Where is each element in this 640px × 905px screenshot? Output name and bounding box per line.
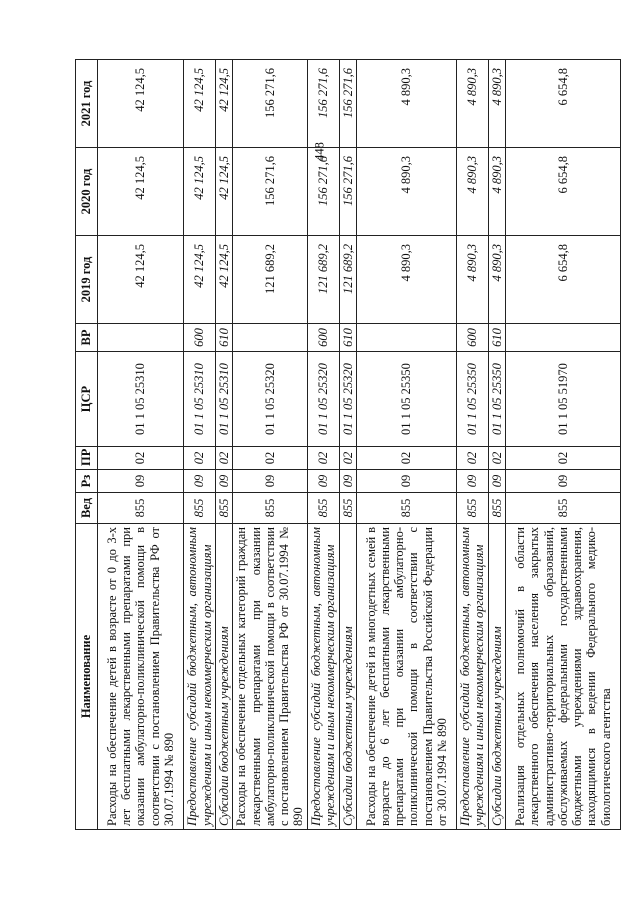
cell-rz: 09 — [184, 470, 216, 493]
cell-name: Субсидии бюджетным учреждениям — [339, 524, 356, 830]
cell-2020: 42 124,5 — [98, 148, 184, 236]
cell-name: Субсидии бюджетным учреждениям — [216, 524, 233, 830]
cell-ved: 855 — [233, 493, 307, 524]
cell-2019: 121 689,2 — [307, 236, 339, 324]
cell-2021: 42 124,5 — [216, 60, 233, 148]
cell-2020: 156 271,6 — [339, 148, 356, 236]
cell-rz: 09 — [98, 470, 184, 493]
cell-csr: 01 1 05 25320 — [339, 352, 356, 447]
cell-name: Субсидии бюджетным учреждениям — [488, 524, 505, 830]
cell-vr — [356, 324, 456, 352]
table-row — [307, 60, 339, 830]
cell-rz: 09 — [356, 470, 456, 493]
cell-pr: 02 — [339, 447, 356, 470]
cell-name: Предоставление субсидий бюджетным, автономным учреждениям и иным некоммерческим организациям — [456, 524, 488, 830]
header-pr: ПР — [76, 447, 98, 470]
cell-ved: 855 — [488, 493, 505, 524]
cell-name: Расходы на обеспечение отдельных категорий граждан лекарственными препаратами при оказании амбулаторно-поликлинической помощи в соответствии с постановлением Правительства РФ от 30.07.1994 № 890 — [233, 524, 307, 830]
cell-vr: 600 — [307, 324, 339, 352]
cell-2019: 42 124,5 — [98, 236, 184, 324]
cell-2020: 4 890,3 — [356, 148, 456, 236]
cell-2020: 6 654,8 — [506, 148, 621, 236]
table-row — [488, 60, 505, 830]
cell-2019: 4 890,3 — [488, 236, 505, 324]
cell-rz: 09 — [506, 470, 621, 493]
cell-vr: 610 — [216, 324, 233, 352]
cell-ved: 855 — [184, 493, 216, 524]
header-2021: 2021 год — [76, 60, 98, 148]
cell-2019: 4 890,3 — [356, 236, 456, 324]
cell-ved: 855 — [307, 493, 339, 524]
cell-vr — [98, 324, 184, 352]
cell-csr: 01 1 05 25310 — [98, 352, 184, 447]
cell-vr — [506, 324, 621, 352]
cell-pr: 02 — [184, 447, 216, 470]
cell-rz: 09 — [307, 470, 339, 493]
cell-2021: 156 271,6 — [339, 60, 356, 148]
cell-csr: 01 1 05 25350 — [488, 352, 505, 447]
cell-pr: 02 — [488, 447, 505, 470]
cell-rz: 09 — [233, 470, 307, 493]
cell-pr: 02 — [456, 447, 488, 470]
cell-2019: 4 890,3 — [456, 236, 488, 324]
cell-csr: 01 1 05 25320 — [233, 352, 307, 447]
header-rz: Рз — [76, 470, 98, 493]
table-header-row — [76, 60, 98, 830]
cell-pr: 02 — [356, 447, 456, 470]
header-ved: Вед — [76, 493, 98, 524]
header-2020: 2020 год — [76, 148, 98, 236]
header-vr: ВР — [76, 324, 98, 352]
table-row — [356, 60, 456, 830]
cell-vr: 610 — [339, 324, 356, 352]
cell-pr: 02 — [506, 447, 621, 470]
cell-2020: 156 271,6 — [233, 148, 307, 236]
table-row — [506, 60, 621, 830]
cell-pr: 02 — [233, 447, 307, 470]
header-csr: ЦСР — [76, 352, 98, 447]
cell-name: Реализация отдельных полномочий в области лекарственного обеспечения населения закрытых административно-территориальных образований, обслуживаемых федеральными государственными бюджетными учреждениями здравоохранения, находящимися в ведении Федерального медико-биологического агентства — [506, 524, 621, 830]
page-number: 448 — [312, 142, 327, 161]
table-row — [184, 60, 216, 830]
cell-vr — [233, 324, 307, 352]
budget-table — [75, 59, 621, 830]
cell-csr: 01 1 05 25350 — [456, 352, 488, 447]
cell-2020: 42 124,5 — [184, 148, 216, 236]
cell-pr: 02 — [216, 447, 233, 470]
cell-2021: 156 271,6 — [307, 60, 339, 148]
cell-2019: 121 689,2 — [233, 236, 307, 324]
cell-2021: 6 654,8 — [506, 60, 621, 148]
cell-vr: 600 — [184, 324, 216, 352]
cell-2019: 121 689,2 — [339, 236, 356, 324]
cell-csr: 01 1 05 51970 — [506, 352, 621, 447]
cell-ved: 855 — [506, 493, 621, 524]
table-row — [339, 60, 356, 830]
cell-2020: 4 890,3 — [456, 148, 488, 236]
cell-name: Предоставление субсидий бюджетным, автономным учреждениям и иным некоммерческим организациям — [307, 524, 339, 830]
cell-ved: 855 — [216, 493, 233, 524]
cell-csr: 01 1 05 25320 — [307, 352, 339, 447]
cell-2021: 156 271,6 — [233, 60, 307, 148]
cell-2021: 4 890,3 — [488, 60, 505, 148]
cell-ved: 855 — [456, 493, 488, 524]
cell-ved: 855 — [356, 493, 456, 524]
table-row — [98, 60, 184, 830]
cell-pr: 02 — [307, 447, 339, 470]
table-row — [216, 60, 233, 830]
cell-rz: 09 — [339, 470, 356, 493]
header-name: Наименование — [76, 524, 98, 830]
cell-rz: 09 — [216, 470, 233, 493]
cell-name: Расходы на обеспечение детей в возрасте от 0 до 3-х лет бесплатными лекарственными препаратами при оказании амбулаторно-поликлинической помощи в соответствии с постановлением Правительства РФ от 30.07.1994 № 890 — [98, 524, 184, 830]
table-row — [456, 60, 488, 830]
cell-2019: 6 654,8 — [506, 236, 621, 324]
cell-ved: 855 — [98, 493, 184, 524]
rotated-table-wrapper — [75, 60, 613, 830]
cell-2021: 4 890,3 — [356, 60, 456, 148]
cell-ved: 855 — [339, 493, 356, 524]
cell-2021: 4 890,3 — [456, 60, 488, 148]
cell-vr: 600 — [456, 324, 488, 352]
cell-rz: 09 — [488, 470, 505, 493]
header-2019: 2019 год — [76, 236, 98, 324]
cell-csr: 01 1 05 25310 — [216, 352, 233, 447]
table-row — [233, 60, 307, 830]
cell-2021: 42 124,5 — [184, 60, 216, 148]
cell-name: Расходы на обеспечение детей из многодетных семей в возрасте до 6 лет бесплатными лекарственными препаратами при оказании амбулаторно-поликлинической помощи в соответствии с постановлением Правительства Российской Федерации от 30.07.1994 № 890 — [356, 524, 456, 830]
cell-rz: 09 — [456, 470, 488, 493]
cell-2020: 156 271,6 — [307, 148, 339, 236]
cell-2019: 42 124,5 — [184, 236, 216, 324]
cell-2021: 42 124,5 — [98, 60, 184, 148]
cell-pr: 02 — [98, 447, 184, 470]
cell-vr: 610 — [488, 324, 505, 352]
cell-2020: 4 890,3 — [488, 148, 505, 236]
cell-2020: 42 124,5 — [216, 148, 233, 236]
cell-csr: 01 1 05 25310 — [184, 352, 216, 447]
cell-2019: 42 124,5 — [216, 236, 233, 324]
cell-name: Предоставление субсидий бюджетным, автономным учреждениям и иным некоммерческим организациям — [184, 524, 216, 830]
cell-csr: 01 1 05 25350 — [356, 352, 456, 447]
